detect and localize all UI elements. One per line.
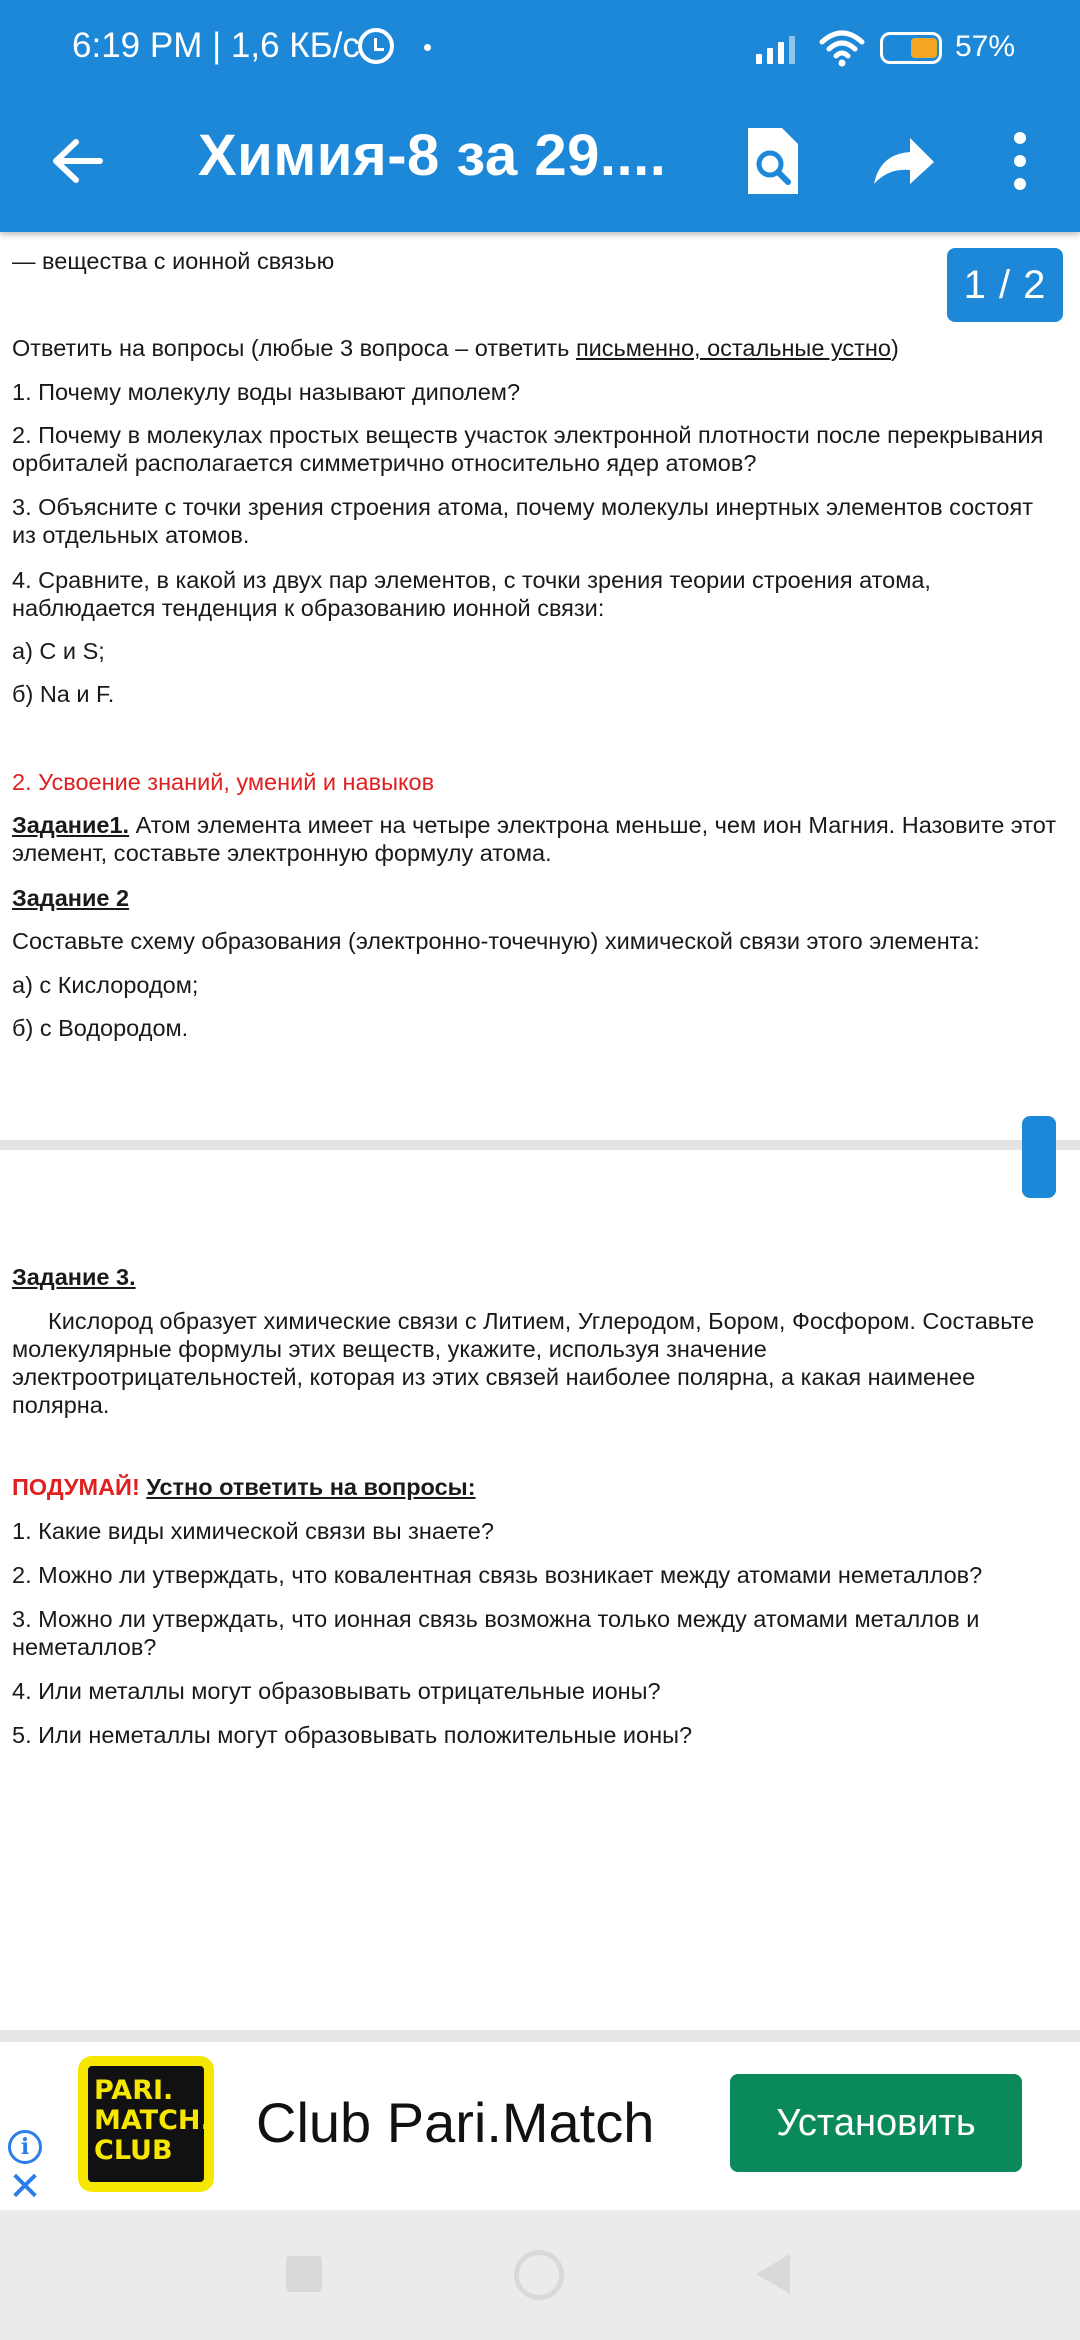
wifi-icon xyxy=(818,28,866,68)
task-2-a: а) с Кислородом; xyxy=(12,972,199,998)
page-indicator: 1 / 2 xyxy=(947,248,1063,322)
recent-apps-icon[interactable] xyxy=(286,2256,322,2292)
option-b: б) Na и F. xyxy=(12,681,115,707)
share-icon[interactable] xyxy=(866,124,940,198)
think-question-3: 3. Можно ли утверждать, что ионная связь возможна только между атомами металлов и неметаллов? xyxy=(12,1606,980,1660)
task-3-label: Задание 3. xyxy=(12,1264,136,1290)
status-time: 6:19 PM | 1,6 КБ/с xyxy=(72,26,360,65)
home-icon[interactable] xyxy=(514,2250,564,2300)
status-bar xyxy=(0,0,1080,100)
question-2: 2. Почему в молекулах простых веществ участок электронной плотности после перекрывания орбиталей располагается симметрично относительно ядер атомов? xyxy=(12,422,1044,476)
back-arrow-icon[interactable] xyxy=(40,124,114,198)
think-question-4: 4. Или металлы могут образовывать отрицательные ионы? xyxy=(12,1678,661,1704)
task-2-text: Составьте схему образования (электронно-точечную) химической связи этого элемента: xyxy=(12,928,980,954)
task-2-label: Задание 2 xyxy=(12,885,130,911)
think-question-1: 1. Какие виды химической связи вы знаете? xyxy=(12,1518,494,1544)
signal-icon xyxy=(756,32,806,64)
alarm-icon xyxy=(358,28,394,64)
question-3: 3. Объясните с точки зрения строения атома, почему молекулы инертных элементов состоят из отдельных атомов. xyxy=(12,494,1033,548)
more-vertical-icon[interactable] xyxy=(1000,124,1040,198)
ad-app-name[interactable]: Club Pari.Match xyxy=(256,2091,655,2154)
scroll-handle[interactable] xyxy=(1022,1116,1056,1198)
system-back-icon[interactable] xyxy=(756,2254,790,2294)
document-title: Химия-8 за 29.... xyxy=(198,123,667,188)
option-a: а) C и S; xyxy=(12,638,105,664)
ad-banner[interactable] xyxy=(0,2042,1080,2210)
app-bar xyxy=(0,100,1080,232)
task-1: Задание1. Атом элемента имеет на четыре электрона меньше, чем ион Магния. Назовите этот элемент, составьте электронную формулу атома. xyxy=(12,812,1057,866)
questions-lead: Ответить на вопросы (любые 3 вопроса – ответить письменно, остальные устно) xyxy=(12,335,899,361)
ad-separator xyxy=(0,2030,1080,2042)
ad-logo[interactable] xyxy=(78,2056,214,2192)
page-divider xyxy=(0,1140,1080,1150)
section-2-title: 2. Усвоение знаний, умений и навыков xyxy=(12,769,435,795)
think-question-5: 5. Или неметаллы могут образовывать положительные ионы? xyxy=(12,1722,693,1748)
system-nav-bar xyxy=(0,2210,1080,2340)
task-3-text: Кислород образует химические связи с Литием, Углеродом, Бором, Фосфором. Составьте молекулярные формулы этих веществ, укажите, используя значение электроотрицательностей, которая из этих связей наиболее полярна, а какая наименее полярна. xyxy=(12,1308,1035,1418)
battery-icon xyxy=(880,32,942,64)
think-heading: ПОДУМАЙ! Устно ответить на вопросы: xyxy=(12,1474,476,1500)
fragment-line: — вещества с ионной связью xyxy=(12,248,335,274)
battery-percent: 57% xyxy=(955,30,1016,63)
question-1: 1. Почему молекулу воды называют диполем? xyxy=(12,379,521,405)
question-4: 4. Сравните, в какой из двух пар элементов, с точки зрения теории строения атома, наблюдается тенденция к образованию ионной связи: xyxy=(12,567,931,621)
think-question-2: 2. Можно ли утверждать, что ковалентная связь возникает между атомами неметаллов? xyxy=(12,1562,983,1588)
top-bar xyxy=(0,0,1080,232)
task-2-b: б) с Водородом. xyxy=(12,1015,189,1041)
ad-close-icon[interactable]: ✕ xyxy=(8,2165,42,2209)
search-document-icon[interactable] xyxy=(740,124,806,198)
ad-info-icon[interactable]: i xyxy=(8,2130,42,2164)
ad-logo-text: PARI. MATCH. CLUB xyxy=(88,2066,204,2182)
install-button[interactable]: Установить xyxy=(730,2074,1022,2172)
notification-dot-icon xyxy=(424,44,431,51)
